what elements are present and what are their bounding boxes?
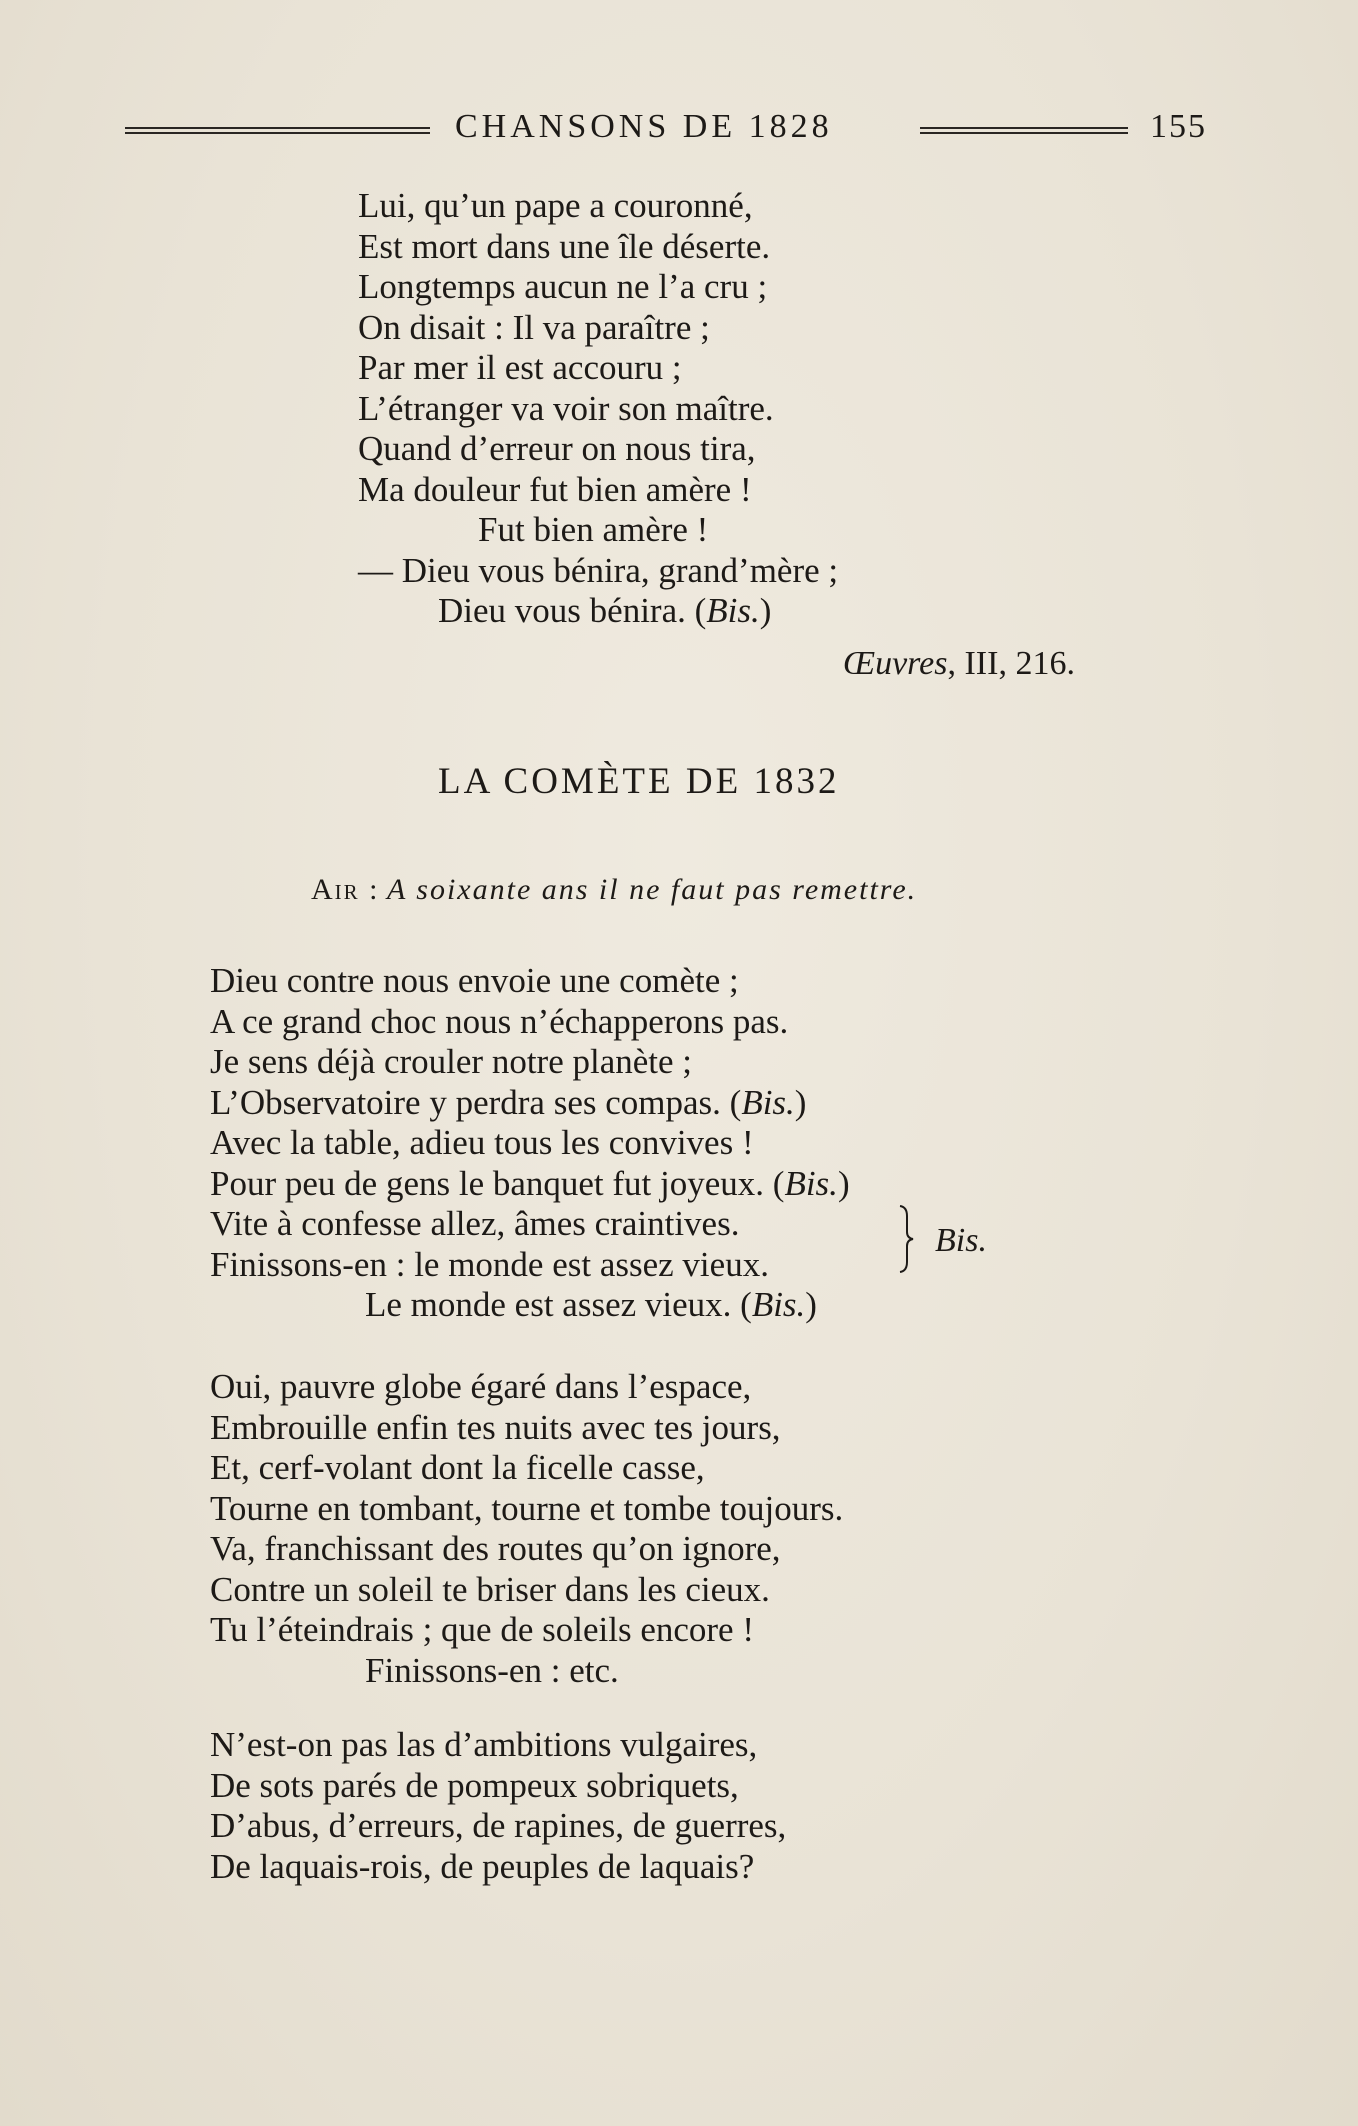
verse-line: De laquais-rois, de peuples de laquais? (210, 1846, 755, 1886)
verse-line: Je sens déjà crouler notre planète ; (210, 1042, 693, 1081)
verse-line: Lui, qu’un pape a couronné, (358, 186, 753, 225)
header-rule-right (920, 127, 1128, 134)
verse-line: Fut bien amère ! (478, 510, 709, 549)
verse-line: A ce grand choc nous n’échapperons pas. (210, 1001, 789, 1041)
bis-marker: Bis. (741, 1082, 795, 1122)
bis-marker: Bis. (706, 591, 760, 630)
verse-line: L’étranger va voir son maître. (358, 388, 774, 428)
verse-line: Est mort dans une île déserte. (358, 226, 771, 266)
stanza-3 (210, 1725, 786, 1887)
page-number: 155 (1150, 108, 1207, 145)
verse-line: Et, cerf-volant dont la ficelle casse, (210, 1448, 705, 1487)
bis-marker: Bis. (751, 1285, 806, 1324)
verse-line: Vite à confesse allez, âmes craintives. (210, 1204, 740, 1243)
verse-line: Par mer il est accouru ; (358, 348, 682, 387)
verse-line: Quand d’erreur on nous tira, (358, 429, 756, 468)
verse-line: Pour peu de gens le banquet fut joyeux. (Bis.) (210, 1163, 850, 1203)
refrain-brace (898, 1204, 914, 1274)
stanza-1 (210, 961, 850, 1326)
verse-line: Ma douleur fut bien amère ! (358, 469, 752, 509)
verse-line: Dieu contre nous envoie une comète ; (210, 961, 739, 1000)
stanza-2 (210, 1367, 843, 1691)
verse-line: Finissons-en : etc. (365, 1650, 619, 1690)
verse-line: Le monde est assez vieux. (Bis.) (365, 1285, 817, 1324)
air-label: Air : (311, 873, 380, 906)
verse-line: N’est-on pas las d’ambitions vulgaires, (210, 1725, 758, 1764)
verse-line: Dieu vous bénira. (Bis.) (438, 591, 772, 630)
source-work: Œuvres (843, 645, 948, 682)
air-text: A soixante ans il ne faut pas remettre. (387, 873, 918, 906)
verse-line: Tourne en tombant, tourne et tombe toujours. (210, 1488, 844, 1528)
source-ref: , III, 216. (947, 645, 1075, 682)
verse-line: Contre un soleil te briser dans les cieux. (210, 1569, 770, 1609)
bis-marker: Bis. (784, 1163, 838, 1203)
verse-line: Va, franchissant des routes qu’on ignore, (210, 1529, 781, 1568)
verse-line: Avec la table, adieu tous les convives ! (210, 1123, 754, 1162)
verse-line: L’Observatoire y perdra ses compas. (Bis.) (210, 1082, 807, 1122)
source-citation (843, 645, 1075, 683)
verse-line: — Dieu vous bénira, grand’mère ; (358, 550, 839, 590)
verse-line: Oui, pauvre globe égaré dans l’espace, (210, 1367, 752, 1406)
running-header (125, 102, 1223, 152)
header-rule-left (125, 127, 430, 134)
stanza-previous-song (358, 186, 838, 632)
verse-line: Embrouille enfin tes nuits avec tes jours, (210, 1407, 781, 1447)
verse-line: De sots parés de pompeux sobriquets, (210, 1765, 739, 1805)
verse-line: D’abus, d’erreurs, de rapines, de guerres, (210, 1806, 787, 1845)
verse-line: Tu l’éteindrais ; que de soleils encore ! (210, 1610, 754, 1649)
poem-title: LA COMÈTE DE 1832 (438, 761, 840, 802)
verse-line: Longtemps aucun ne l’a cru ; (358, 267, 768, 306)
air-indication (311, 873, 917, 907)
brace-bis-label: Bis. (935, 1222, 987, 1259)
running-title: CHANSONS DE 1828 (455, 108, 833, 145)
verse-line: Finissons-en : le monde est assez vieux. (210, 1244, 769, 1284)
verse-line: On disait : Il va paraître ; (358, 307, 710, 347)
